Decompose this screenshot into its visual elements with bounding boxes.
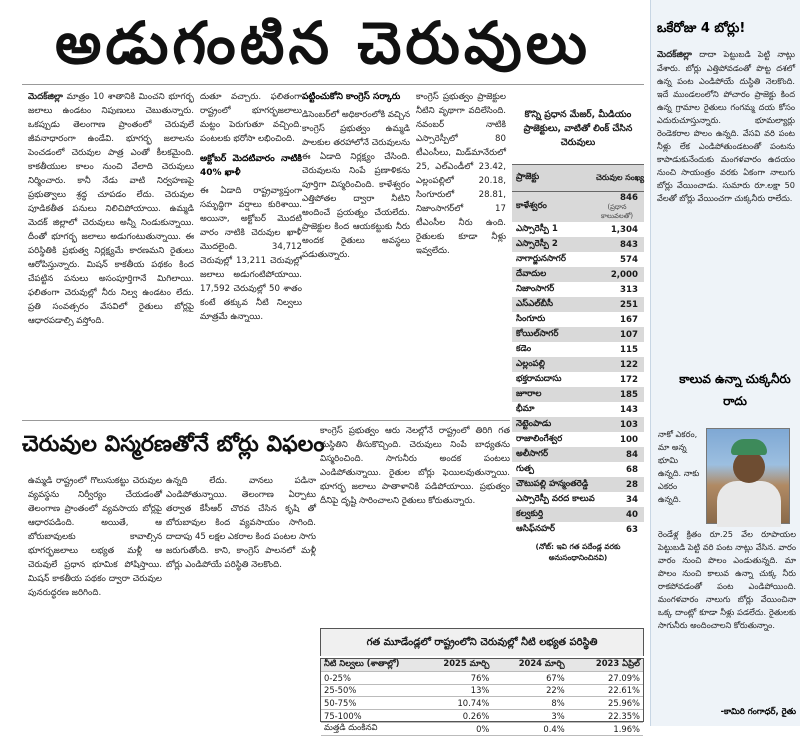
project-name: చౌటుపల్లి హన్మంతరెడ్డి xyxy=(516,478,589,489)
table-header xyxy=(512,164,644,192)
project-name: జూరాల xyxy=(516,388,542,399)
header-project: ప్రాజెక్టు xyxy=(516,172,540,182)
article-column-7 xyxy=(320,424,510,650)
table-row xyxy=(512,297,644,312)
water-table-row xyxy=(321,697,643,710)
tank-count: 167 xyxy=(620,314,638,325)
section-subhead: పట్టించుకోని కాంగ్రెస్‌ సర్కారు xyxy=(302,92,401,102)
sidebar-subhead: కాలువ ఉన్నా చుక్కనీరు రాదు xyxy=(679,372,791,408)
storage-range: 0-25% xyxy=(324,672,351,683)
article-column-4 xyxy=(416,90,506,416)
water-table-row xyxy=(321,672,643,685)
project-name: కోయిల్‌సాగర్‌ xyxy=(516,328,559,339)
storage-range: మత్తడి దుంకినవి xyxy=(324,722,378,733)
water-table-body xyxy=(321,672,643,736)
photo-turban xyxy=(731,439,767,455)
water-table-row xyxy=(321,685,643,698)
project-name: అలీసాగర్‌ xyxy=(516,448,549,459)
percentage-cell: 25.96% xyxy=(608,698,640,709)
project-name: భీమా xyxy=(516,403,535,414)
table-row xyxy=(512,507,644,522)
project-name: ఎల్లంపల్లి xyxy=(516,358,545,369)
storage-range: 50-75% xyxy=(324,698,357,709)
article-text: ఈ ఏడాది రాష్ట్రవ్యాప్తంగా సమృద్ధిగా వర్షాలు కురిశాయి. అయినా, అక్టోబర్‌ మొదటి వారం నాటికి చెరువుల ఖాళీ మొదలైంది. 34,712 చెరువుల్లో 13,211 చెరువుల్లో జలాలు అడుగంటిపోయాయి. 17,592 చెరువుల్లో 50 శాతం కంటే తక్కువ నీటి నిల్వలు మాత్రమే ఉన్నాయి. xyxy=(200,186,302,322)
tank-count: 122 xyxy=(620,359,638,370)
percentage-cell: 3% xyxy=(551,711,565,722)
article-column-1 xyxy=(28,90,194,416)
project-name: సింగూరు xyxy=(516,313,546,324)
water-table xyxy=(320,658,644,734)
tank-count: 63 xyxy=(626,524,638,535)
table-row xyxy=(512,357,644,372)
table-row xyxy=(512,522,644,537)
percentage-cell: 22.35% xyxy=(608,711,640,722)
article-text: ఉమ్మడి రాష్ట్రంలో గొలుసుకట్టు చెరువుల వ్యవస్థను నిర్వీర్యం చేయడంతో తెలంగాణ ప్రాంతంలో వ్యవసాయ బోర్లపై ఆధారపడింది. అయితే, ఆ బోరుబావులకు కావాల్సిన భూగర్భజలాలు లభ్యత మళ్లీ ఆ చెరువులే ప్రధాన భూమిక పోషిస్తాయి. మిషన్‌ కాకతీయ పథకం ద్వారా చెరువుల పునరుద్ధరణ జరిగింది. xyxy=(28,476,162,598)
project-name: నాగార్జునసాగర్‌ xyxy=(516,253,566,264)
storage-range: 25-50% xyxy=(324,685,357,696)
table-row xyxy=(512,327,644,342)
table-row xyxy=(512,462,644,477)
article-text: కాంగ్రెస్‌ ప్రభుత్వం ఆరు నెలల్లోనే రాష్ట్రంలో తిరిగి గత దుస్థితిని తీసుకొచ్చింది. చెరువులు నింపే బాధ్యతను విస్మరించింది. సాగునీరు అందక పంటలు ఎండిపోతున్నాయి. రైతుల బోర్లు ఫెయిలవుతున్నాయి. భూగర్భ జలాలు పాతాళానికి పడిపోయాయి. ప్రభుత్వం దీనిపై దృష్టి సారించాలని రైతులు కోరుతున్నారు. xyxy=(320,426,510,506)
project-name: నెట్టెంపాడు xyxy=(516,418,552,429)
project-name: ఎస్సారెస్పీ 2 xyxy=(516,238,558,249)
percentage-cell: 8% xyxy=(551,698,565,709)
photo-shirt xyxy=(717,481,781,527)
project-name: ఎస్సారెస్పీ వరద కాలువ xyxy=(516,493,595,504)
table-row xyxy=(512,477,644,492)
percentage-cell: 67% xyxy=(546,672,565,683)
tank-count: 103 xyxy=(620,419,638,430)
percentage-cell: 1.96% xyxy=(613,723,640,734)
tank-count: 40 xyxy=(626,509,638,520)
article-text: కాంగ్రెస్‌ ప్రభుత్వం ప్రాజెక్టుల నీటిని వృథాగా వదిలేసింది. నవంబర్‌ నాటికి ఎస్సారెస్పీలో 80 టీఎంసీలు, మిడ్‌మానేరులో 25, ఎల్‌ఎండీలో 23.42, ఎల్లంపల్లిలో 20.18, సింగూరులో 28.81, నిజాంసాగర్‌లో 17 టీఎంసీల నీరు ఉంది. రైతులకు కూడా నీళ్లు ఇవ్వలేదు. xyxy=(416,92,506,256)
tank-count: 185 xyxy=(620,389,638,400)
divider-top xyxy=(22,84,644,85)
headline: అడుగంటిన చెరువులు xyxy=(55,9,591,77)
percentage-cell: 22.61% xyxy=(608,685,640,696)
table-title: కొన్ని ప్రధాన మేజర్‌, మీడియం ప్రాజెక్టులు, వాటితో లింక్‌ చేసిన చెరువులు xyxy=(523,109,633,148)
table-row xyxy=(512,447,644,462)
table-row xyxy=(512,312,644,327)
table-row xyxy=(512,372,644,387)
photo-face xyxy=(733,451,765,483)
tank-count: 100 xyxy=(620,434,638,445)
table-row xyxy=(512,192,644,222)
percentage-cell: 13% xyxy=(470,685,490,696)
percentage-cell: 0% xyxy=(476,723,490,734)
header-tanks: చెరువుల సంఖ్య xyxy=(596,172,645,182)
article-text: దుతూ వచ్చారు. ఫలితంగా రాష్ట్రంలో భూగర్భజలాలు మట్టం పెరుగుతూ వచ్చింది. పంటలకు భరోసా లభించింది. xyxy=(200,92,302,144)
header-cell: 2025 మార్చి xyxy=(443,658,490,669)
tank-count: 68 xyxy=(626,464,638,475)
tank-count: 2,000 xyxy=(610,269,638,280)
percentage-cell: 10.74% xyxy=(457,698,490,709)
project-name: నిజాంసాగర్‌ xyxy=(516,283,555,294)
tank-count: 28 xyxy=(626,479,638,490)
article-text: డిసెంబర్‌లో అధికారంలోకి వచ్చిన కాంగ్రెస్‌ ప్రభుత్వం ఉమ్మడి పాలకుల తరహాలోనే చెరువులను ఈ ఏడాది నిర్లక్ష్యం చేసింది. చెరువులను నింపే ప్రణాళికను పూర్తిగా విస్మరించింది. కాళేశ్వరం ఎత్తిపోతల ద్వారా నీటిని అందించే ప్రయత్నం చేయలేదు. ప్రాజెక్టుల కింద ఆయకట్టుకు నీరు అందక రైతులు అవస్థలు పడుతున్నారు. xyxy=(302,110,410,260)
table-row xyxy=(512,237,644,252)
divider-mid xyxy=(22,420,510,421)
article-text: ఉన్నది లేదు. వానలు పడినా ఎండిపోతున్నాయి. తెలంగాణ ఏర్పాటు తర్వాత కేసీఆర్‌ చొరవ చేసిన కృషి తో బోరుబావుల కింద వ్యవసాయం సాగింది. దాదాపు 45 లక్షల ఎకరాల కింద పంటల సాగు జరుగుతోంది. కాని, కాంగ్రెస్‌ పాలనలో మళ్లీ బోర్లు ఎండిపోయే పరిస్థితి నెలకొంది. xyxy=(166,476,316,570)
percentage-cell: 0.26% xyxy=(462,711,490,722)
storage-range: 75-100% xyxy=(324,711,362,722)
table-row xyxy=(512,342,644,357)
table-row xyxy=(512,387,644,402)
table-note: (నోట్‌: ఇవి గత పదేండ్ల వరకు అనుసంధానించినవి) xyxy=(535,542,621,562)
projects-table xyxy=(512,104,644,574)
project-name: గుత్ప xyxy=(516,463,534,474)
tank-count: 251 xyxy=(620,299,638,310)
tank-count: 313 xyxy=(620,284,638,295)
quote-credit: -కామిరి గంగాధర్‌, రైతు xyxy=(720,706,796,716)
water-table-title: గత మూడేండ్లలో రాష్ట్రంలోని చెరువుల్లో నీటి లభ్యత పరిస్థితి xyxy=(320,628,644,656)
farmer-photo xyxy=(706,428,790,524)
percentage-cell: 22% xyxy=(546,685,565,696)
tank-count: 574 xyxy=(620,254,638,265)
project-name: ఎస్‌ఎల్‌బీసీ xyxy=(516,298,554,309)
table-row xyxy=(512,252,644,267)
water-table-row xyxy=(321,710,643,723)
project-name: ఆసిఫ్‌నహర్‌ xyxy=(516,523,556,534)
header-cell: నీటి నిల్వలు (శాతాల్లో) xyxy=(324,658,400,669)
sidebar-quote: రెండేళ్ల క్రితం రూ.25 వేల రూపాయల పెట్టుబడి పెట్టి వరి పంట నాట్లు వేసిన. వారం వారం నుంచి పొలం ఎండుతున్నది. మా పొలం నుంచి కాలువ ఉన్నా చుక్క నీరు రాకపోవడంతో పంట ఎండిపోయింది. మంగళవారం నాలుగు బోర్లు వేయించినా ఒక్క దాంట్లో కూడా నీళ్లు పడలేదు. రైతులకు సాగునీరు అందించాలని కోరుతున్నాం. xyxy=(658,529,796,630)
project-name: కల్వకుర్తి xyxy=(516,508,544,519)
project-name: కడెం xyxy=(516,343,532,354)
tank-count xyxy=(596,193,644,221)
tank-count-value: 846 xyxy=(620,193,638,203)
sidebar-title: ఒకేరోజు 4 బోర్లు! xyxy=(657,21,746,36)
table-row xyxy=(512,417,644,432)
section-headline: చెరువుల విస్మరణతోనే బోర్లు విఫలం xyxy=(22,431,325,457)
percentage-cell: 0.4% xyxy=(543,723,565,734)
article-column-3 xyxy=(302,90,410,416)
project-name: కాళేశ్వరం xyxy=(516,201,547,211)
table-row xyxy=(512,222,644,237)
header-cell: 2024 మార్చి xyxy=(518,658,565,669)
article-column-2 xyxy=(200,90,302,416)
tank-count: 843 xyxy=(620,239,638,250)
tank-count: 107 xyxy=(620,329,638,340)
percentage-cell: 76% xyxy=(470,672,490,683)
water-table-header xyxy=(321,659,643,672)
project-name: భక్తరామదాసు xyxy=(516,373,562,384)
table-row xyxy=(512,432,644,447)
kicker: మెదక్‌జిల్లా xyxy=(657,50,692,60)
tank-count: 1,304 xyxy=(610,224,638,235)
header-cell: 2023 ఏప్రిల్‌ xyxy=(595,658,640,669)
table-body xyxy=(512,192,644,537)
section-subhead: అక్టోబర్‌ మెదటివారం నాటికి 40% ఖాళీ xyxy=(200,154,302,178)
article-text: మాత్రం 10 శాతానికి మించని భూగర్భ జలాలు ఉండటం నిపుణులు చెబుతున్నారు. ఒకప్పుడు తెలంగాణ ప్రాంతంలో చెరువులే జీవనాధారంగా ఉండేవి. భూగర్భ జలాలను పెంచడంలో చెరువుల పాత్ర ఎంతో కీలకమైంది. కాకతీయుల కాలం నుంచి వేలాది చెరువులు నిర్మించారు. కానీ నేడు వాటి నిర్వహణపై ప్రభుత్వాలు శ్రద్ధ చూపడం లేదు. చెరువుల పూడికతీత పనులు నిలిచిపోయాయి. ఉమ్మడి మెదక్‌ జిల్లాలో చెరువులు అన్నీ నిండుకున్నాయి. దీంతో భూగర్భ జలాలు అడుగంటుతున్నాయి. ఈ పరిస్థితికి ప్రభుత్వ నిర్లక్ష్యమే కారణమని రైతులు ఆరోపిస్తున్నారు. మిషన్‌ కాకతీయ పథకం కింద చేపట్టిన పనులు అసంపూర్తిగానే మిగిలాయి. ఫలితంగా చెరువుల్లో నీరు నిల్వ ఉండటం లేదు. ప్రతి సంవత్సరం వేసవిలో రైతులు బోర్లపై ఆధారపడాల్సి వస్తోంది. xyxy=(28,92,195,326)
project-name: దేవాదుల xyxy=(516,268,547,279)
article-column-5 xyxy=(28,474,162,722)
tank-count: 172 xyxy=(620,374,638,385)
sidebar-quote-start: నాకో ఎకరం, మా అన్న భూమి ఉన్నది. నాకు ఎకరం ఉన్నది. xyxy=(658,429,700,504)
tank-count: 143 xyxy=(620,404,638,415)
table-row xyxy=(512,282,644,297)
tank-count: 34 xyxy=(626,494,638,505)
table-row xyxy=(512,402,644,417)
tank-count: 115 xyxy=(620,344,638,355)
row-note: (ప్రధాన కాలువలతో) xyxy=(600,203,633,220)
sidebar-body: దాదా పెట్టుబడి పెట్టి నాట్లు వేశారు. బోర్లు ఎత్తిపోవడంతో పొట్ట దశలో ఉన్న పంట ఎండిపోయే దుస్థితి నెలకొంది. ఇదే ముండలంలోని పోచారం ప్రాజెక్టు కింద ఉన్న గ్రామాల రైతులు గంగమ్మ దయ కోసం ఎదురుచూస్తున్నారు. భూమల్యార్లు రెండెకరాల పొలం ఉన్నది. వేసవి వరి పంట నీళ్లు లేక ఎండిపోతుండటంతో పంటను కాపాడుకునేందుకు మంగళవారం ఉదయం నుంచి సాయంత్రం వరకు ఏకంగా నాలుగు బోర్లు వేయించాడు. సుమారు రూ.లక్షా 50 వేలతో బోర్లు వేయించగా చుక్కనీరు రాలేదు. xyxy=(657,49,795,203)
percentage-cell: 27.09% xyxy=(608,672,640,683)
kicker: మెదక్‌జిల్లా xyxy=(28,92,63,102)
table-row xyxy=(512,492,644,507)
project-name: రాజాలింగేశ్వర xyxy=(516,433,563,444)
water-table-row xyxy=(321,723,643,736)
article-column-6 xyxy=(166,424,316,722)
table-row xyxy=(512,267,644,282)
sidebar-text xyxy=(657,48,795,360)
tank-count: 84 xyxy=(626,449,638,460)
project-name: ఎస్సారెస్పీ 1 xyxy=(516,223,558,234)
